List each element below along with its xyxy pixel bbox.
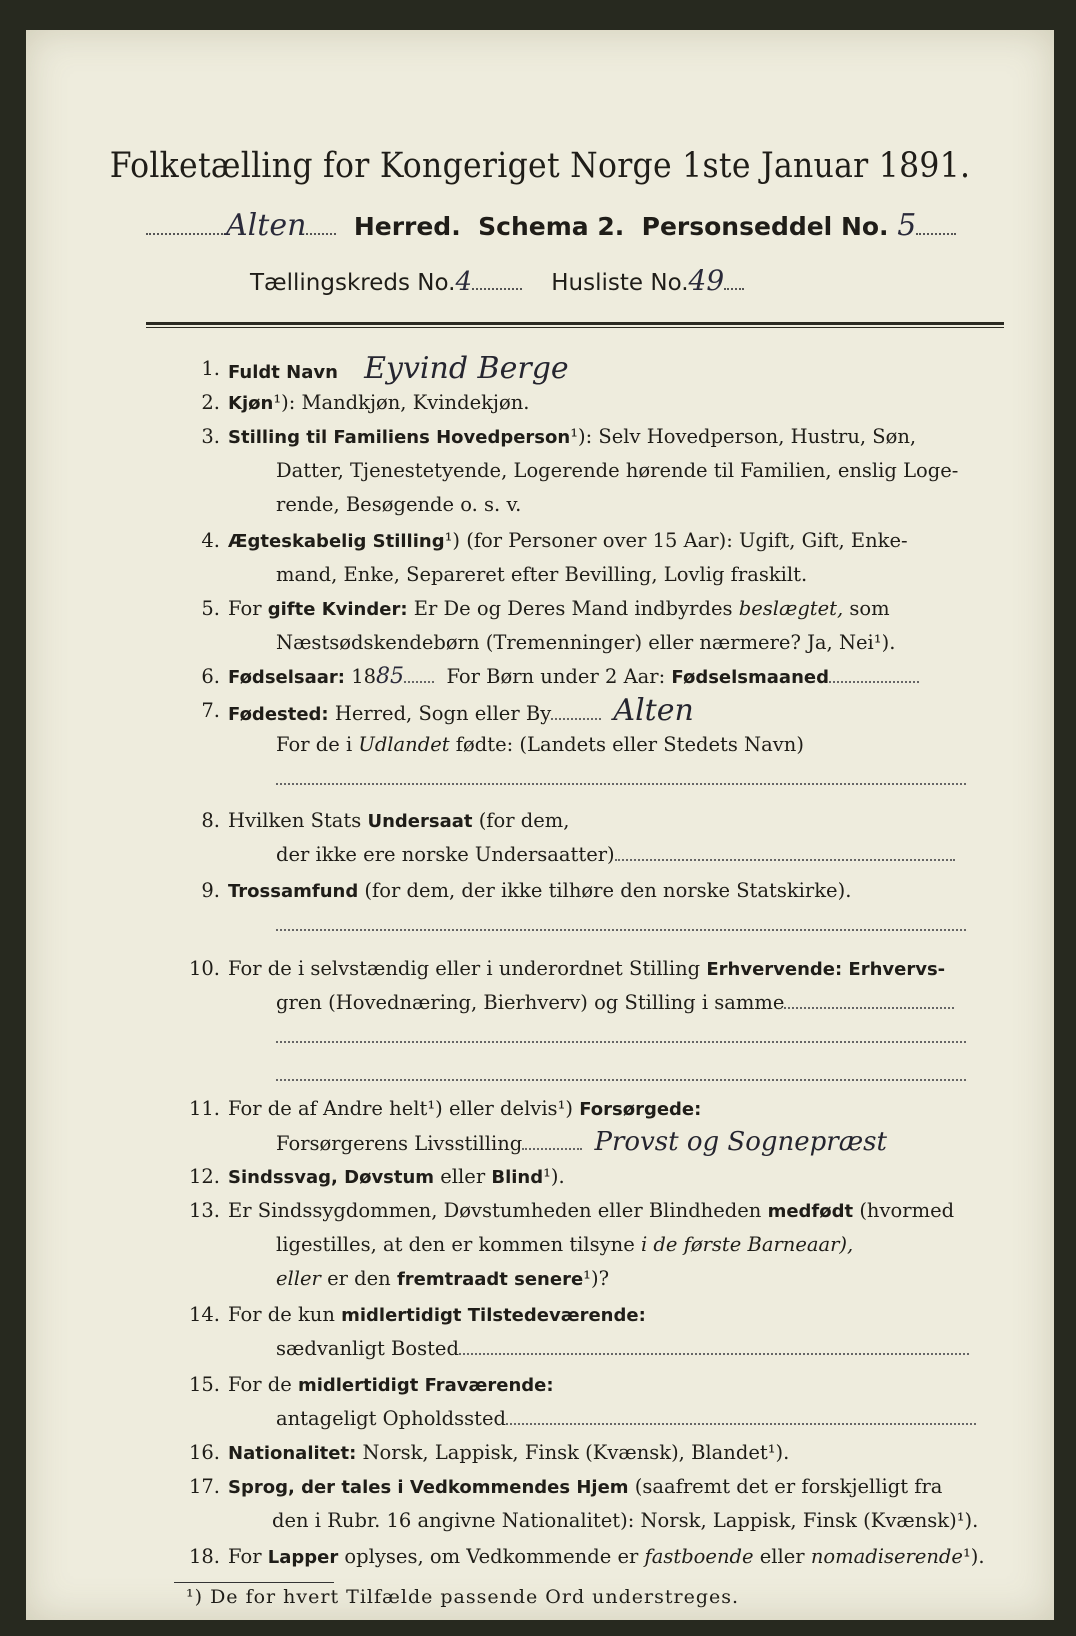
- birth-year-value: 85: [376, 664, 405, 689]
- husliste-number: 49: [688, 264, 725, 297]
- schema-label: Schema 2.: [478, 212, 625, 241]
- personseddel-label: Personseddel No.: [641, 212, 889, 241]
- kreds-line: [250, 264, 744, 297]
- personseddel-number: 5: [897, 208, 917, 243]
- header-rule: [146, 322, 1004, 325]
- provider-occupation-value: Provst og Sognepræst: [594, 1127, 887, 1157]
- form-title: Folketælling for Kongeriget Norge 1ste Januar 1891.: [109, 146, 971, 186]
- herred-name: Alten: [226, 208, 307, 243]
- herred-line: [146, 208, 1006, 243]
- header-rule-thin: [146, 327, 1004, 328]
- kreds-number: 4: [455, 267, 473, 297]
- herred-label: Herred.: [353, 212, 461, 241]
- kreds-label: Tællingskreds No.: [250, 270, 456, 296]
- full-name-value: Eyvind Berge: [364, 351, 569, 386]
- census-form-page: Folketælling for Kongeriget Norge 1ste Januar 1891. Alten Herred. Schema 2. Personseddel No. 5 Tællingskreds No.4 Husliste No.49 1. Fuldt Navn Eyvind Berge 2. Kjøn¹): Mandkjøn, Kvindekjøn. 3. Stilling til Familiens Hovedperson¹): Selv Hovedperson, Hustru, Søn, Datter, Tjenestetyende, Logerende hørende til Familien, enslig Loge- rende, Besøgende o. s. v. 4. Ægteskabelig Stilling¹) (for Personer over 15 Aar): Ugift, Gift, Enke- mand, Enke, Separeret efter Bevilling, Lovlig fraskilt. 5. For gifte Kvinder: Er De og Deres Mand indbyrdes beslægtet, som Næstsødskendebørn (Tremenninger) eller nærmere? Ja, Nei¹). 6. Fødselsaar: 1885 For Børn under 2 Aar: Fødselsmaaned 7. Fødested: Herred, Sogn eller By Alten For de i Udlandet fødte: (Landets eller Stedets Navn) 8. Hvilken Stats Undersaat (for dem, der ikke ere norske Undersaatter) 9. Trossamfund (for dem, der ikke tilhøre den norske Statskirke). 10. For de i selvstændig eller i underordnet Stilling Erhvervende: Erhvervs- gren (Hovednæring, Bierhverv) og Stilling i samme 11. For de af Andre helt¹) eller delvis¹) Forsørgede: Forsørgerens Livsstilling Provst og Sognepræst 12. Sindssvag, Døvstum eller Blind¹). 13. Er Sindssygdommen, Døvstumheden eller Blindheden medfødt (hvormed ligestilles, at den er kommen tilsyne i de første Barneaar), eller er den fremtraadt senere¹)? 14. For de kun midlertidigt Tilstedeværende: sædvanligt Bosted 15. For de midlertidigt Fraværende: antageligt Opholdssted 16. Nationalitet: Norsk, Lappisk, Finsk (Kvænsk), Blandet¹). 17. Sprog, der tales i Vedkommendes Hjem (saafremt det er forskjelligt fra den i Rubr. 16 angivne Nationalitet): Norsk, Lappisk, Finsk (Kvænsk)¹). 18. For Lapper oplyses, om Vedkommende er fastboende eller nomadiserende¹). ¹) De for hvert Tilfælde passende Ord understreges.: [26, 30, 1054, 1620]
- footnote-rule: [174, 1582, 334, 1583]
- husliste-label: Husliste No.: [551, 270, 689, 296]
- birthplace-value: Alten: [613, 693, 694, 728]
- footnote: ¹) De for hvert Tilfælde passende Ord understreges.: [186, 1586, 740, 1608]
